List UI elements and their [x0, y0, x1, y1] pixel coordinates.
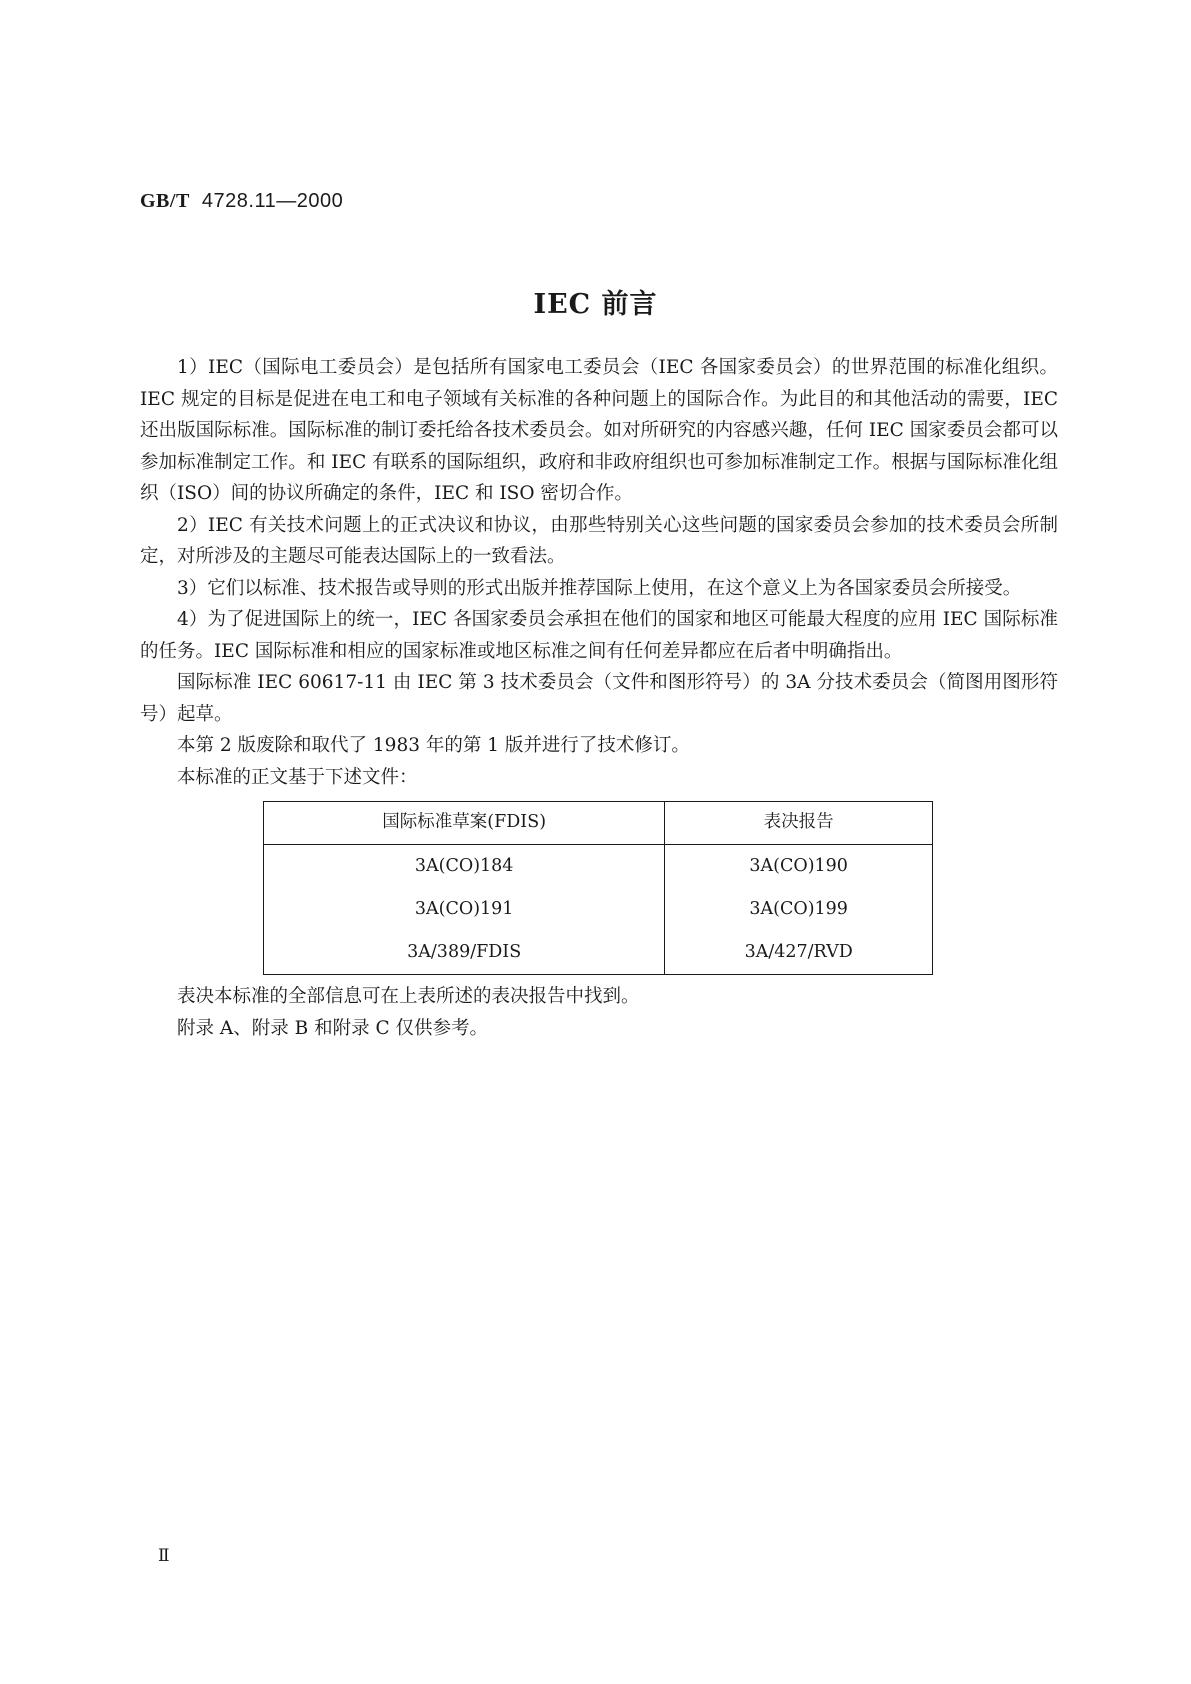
- closing-paragraph-2: 附录 A、附录 B 和附录 C 仅供参考。: [177, 1017, 489, 1039]
- standard-prefix: GB/T: [140, 190, 190, 212]
- reference-documents-table: [263, 801, 933, 975]
- table-cell: 3A(CO)191: [264, 888, 665, 931]
- foreword-body: [140, 352, 1058, 1044]
- paragraph-7: 本标准的正文基于下述文件：: [177, 766, 418, 788]
- column-header-fdis: 国际标准草案(FDIS): [264, 802, 665, 845]
- table-cell: 3A/427/RVD: [744, 941, 853, 962]
- table-cell: 3A/389/FDIS: [264, 931, 665, 975]
- table-cell: 3A(CO)190: [749, 855, 848, 876]
- paragraph-6: 本第 2 版废除和取代了 1983 年的第 1 版并进行了技术修订。: [177, 735, 690, 756]
- standard-number: [140, 190, 343, 213]
- closing-paragraph-1: 表决本标准的全部信息可在上表所述的表决报告中找到。: [177, 986, 640, 1007]
- table-header-row: [264, 802, 933, 845]
- paragraph-5: 国际标准 IEC 60617-11 由 IEC 第 3 技术委员会（文件和图形符号）的 3A 分技术委员会（简图用图形符号）起草。: [140, 672, 1058, 725]
- page-number: Ⅱ: [158, 1546, 170, 1566]
- paragraph-3: 3）它们以标准、技术报告或导则的形式出版并推荐国际上使用，在这个意义上为各国家委员会所接受。: [177, 577, 1022, 599]
- paragraph-2: 2）IEC 有关技术问题上的正式决议和协议，由那些特别关心这些问题的国家委员会参加的技术委员会所制定，对所涉及的主题尽可能表达国际上的一致看法。: [140, 514, 1058, 567]
- page-title: IEC 前言: [533, 289, 658, 320]
- table-row: [264, 888, 933, 931]
- paragraph-4: 4）为了促进国际上的统一，IEC 各国家委员会承担在他们的国家和地区可能最大程度的应用 IEC 国际标准的任务。IEC 国际标准和相应的国家标准或地区标准之间有任何差异都应在后者中明确指出。: [140, 609, 1058, 662]
- table-row: [264, 845, 933, 889]
- table-cell: 3A(CO)184: [264, 845, 665, 889]
- standard-code: 4728.11—2000: [201, 190, 344, 212]
- table-cell: 3A(CO)199: [749, 898, 848, 919]
- table-row: [264, 931, 933, 975]
- paragraph-1: 1）IEC（国际电工委员会）是包括所有国家电工委员会（IEC 各国家委员会）的世界范围的标准化组织。IEC 规定的目标是促进在电工和电子领域有关标准的各种问题上的国际合作。为此目的和其他活动的需要，IEC 还出版国际标准。国际标准的制订委托给各技术委员会。如对所研究的内容感兴趣，任何 IEC 国家委员会都可以参加标准制定工作。和 IEC 有联系的国际组织，政府和非政府组织也可参加标准制定工作。根据与国际标准化组织（ISO）间的协议所确定的条件，IEC 和 ISO 密切合作。: [140, 357, 1058, 504]
- column-header-report: 表决报告: [665, 802, 933, 845]
